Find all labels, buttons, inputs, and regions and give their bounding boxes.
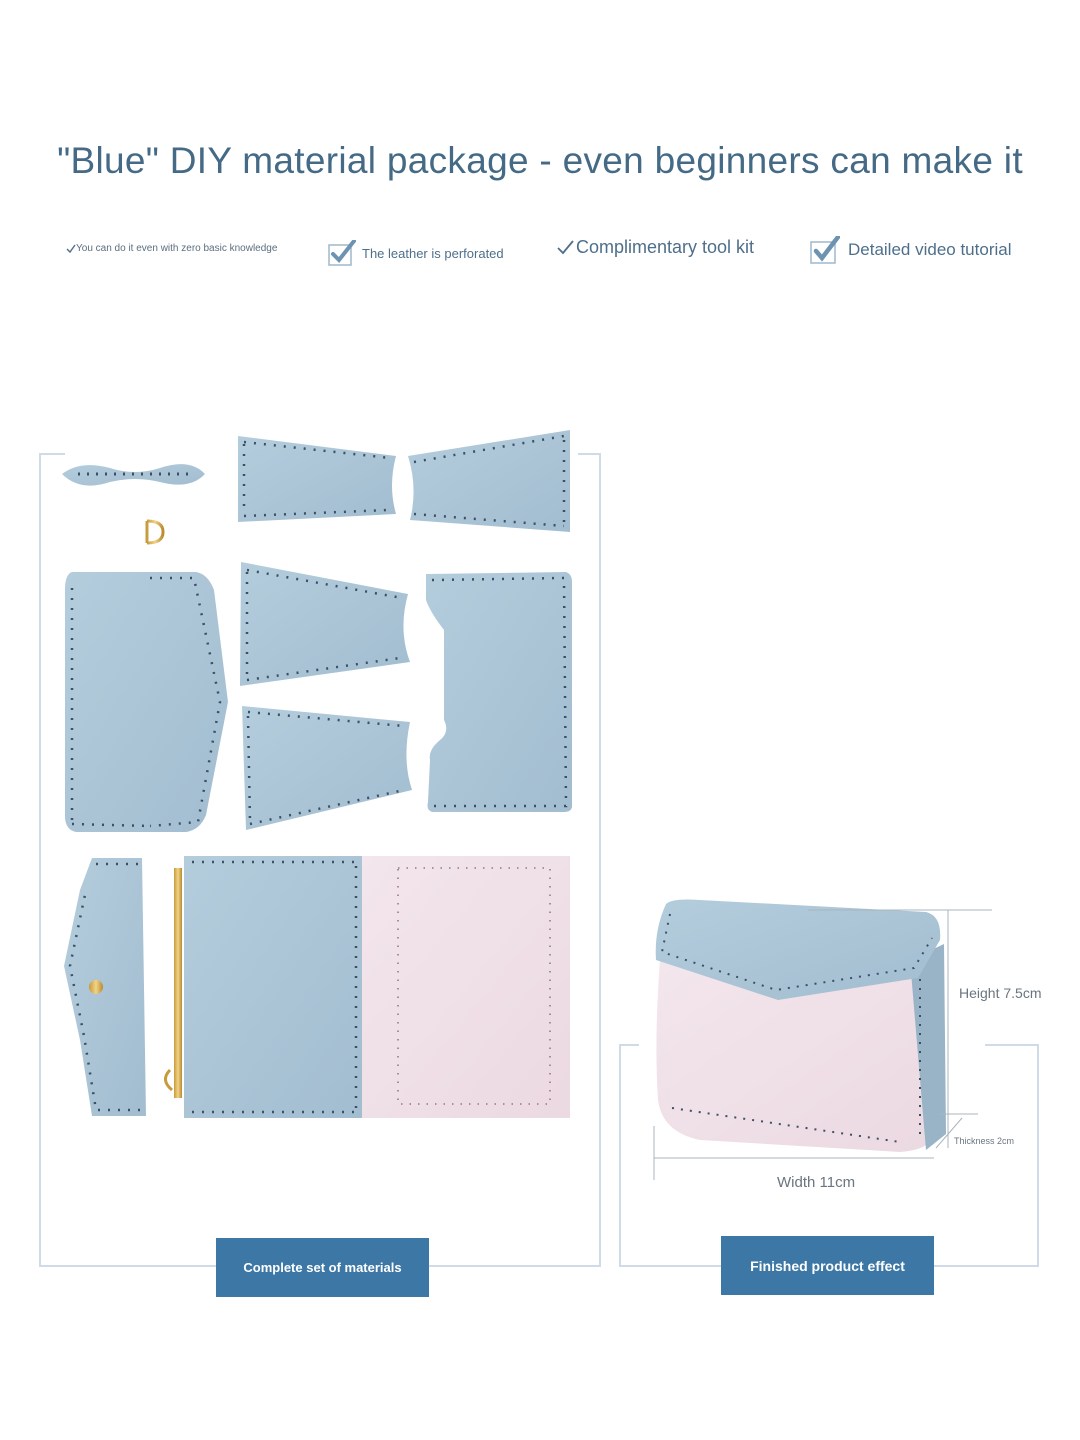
back-panel-piece [426, 572, 572, 812]
front-flap-piece [65, 572, 228, 832]
feature-label: Detailed video tutorial [848, 240, 1012, 259]
d-ring [147, 521, 163, 543]
feature-label: You can do it even with zero basic knowledge [76, 243, 278, 254]
gusset-piece-2 [408, 430, 570, 532]
thickness-label: Thickness 2cm [954, 1136, 1015, 1146]
pink-lining-piece [356, 856, 570, 1118]
zipper [165, 868, 182, 1098]
snap-strap-piece [64, 858, 146, 1116]
card-pocket-piece [184, 856, 362, 1118]
materials-label-badge: Complete set of materials [216, 1238, 429, 1297]
gusset-piece-1 [238, 436, 396, 522]
finished-wallet [656, 900, 946, 1153]
feature-label: Complimentary tool kit [576, 237, 755, 257]
width-label: Width 11cm [777, 1174, 856, 1191]
bow-strap-piece [62, 464, 205, 485]
page-title: "Blue" DIY material package - even beginners can make it [57, 140, 1023, 181]
feature-label: The leather is perforated [362, 245, 504, 261]
gusset-piece-4 [242, 706, 412, 830]
gusset-piece-3 [240, 562, 410, 686]
height-label: Height 7.5cm [959, 985, 1042, 1001]
finished-label-badge: Finished product effect [721, 1236, 934, 1295]
